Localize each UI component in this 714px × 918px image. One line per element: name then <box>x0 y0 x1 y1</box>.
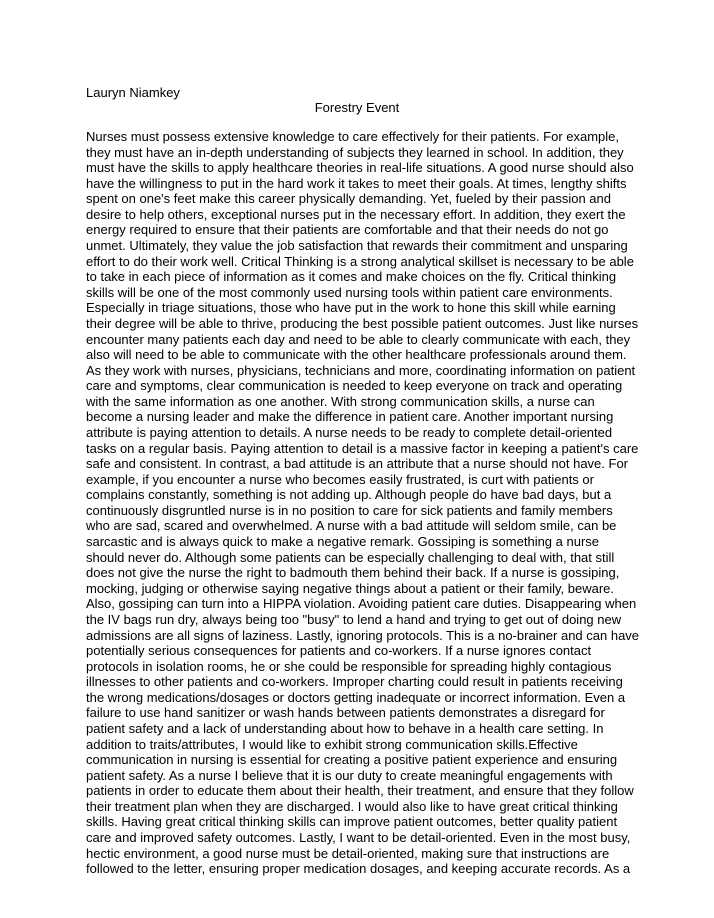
text-line: patients in order to educate them about their health, their treatment, and ensure that they follow <box>86 783 634 799</box>
text-line: Also, gossiping can turn into a HIPPA violation. Avoiding patient care duties. Disappearing when <box>86 596 637 612</box>
text-line: spent on one's feet make this career physically demanding. Yet, fueled by their passion and <box>86 191 611 207</box>
text-line: must have the skills to apply healthcare theories in real-life situations. A good nurse should also <box>86 160 634 176</box>
text-line: potentially serious consequences for patients and co-workers. If a nurse ignores contact <box>86 643 592 659</box>
text-line: also will need to be able to communicate with the other healthcare professionals around them. <box>86 347 627 363</box>
text-line: their degree will be able to thrive, producing the best possible patient outcomes. Just like nurses <box>86 315 639 331</box>
text-line: tasks on a regular basis. Paying attention to detail is a massive factor in keeping a patient's care <box>86 440 639 456</box>
text-line: Especially in triage situations, those who have put in the work to hone this skill while earning <box>86 300 616 316</box>
text-line: who are sad, scared and overwhelmed. A nurse with a bad attitude will seldom smile, can be <box>86 518 617 534</box>
text-line: communication in nursing is essential for creating a positive patient experience and ensuring <box>86 752 618 768</box>
text-line: their treatment plan when they are discharged. I would also like to have great critical thinking <box>86 798 618 814</box>
text-line: they must have an in-depth understanding of subjects they learned in school. In addition, they <box>86 144 624 160</box>
text-line: illnesses to other patients and co-workers. Improper charting could result in patients receiving <box>86 674 623 690</box>
text-line: effort to do their work well. Critical Thinking is a strong analytical skillset is necessary to be able <box>86 253 634 269</box>
text-line: with the same information as one another. With strong communication skills, a nurse can <box>86 393 595 409</box>
text-line: care and improved safety outcomes. Lastly, I want to be detail-oriented. Even in the most busy, <box>86 830 631 846</box>
text-line: sarcastic and is always quick to make a negative remark. Gossiping is something a nurse <box>86 534 600 550</box>
document-title <box>0 100 714 115</box>
author-name: Lauryn Niamkey <box>86 85 180 100</box>
text-line: failure to use hand sanitizer or wash hands between patients demonstrates a disregard for <box>86 705 605 721</box>
text-line: unmet. Ultimately, they value the job satisfaction that rewards their commitment and unsparing <box>86 238 628 254</box>
text-line: protocols in isolation rooms, he or she could be responsible for spreading highly contagious <box>86 658 612 674</box>
text-line: addition to traits/attributes, I would like to exhibit strong communication skills.Effective <box>86 736 578 752</box>
text-line: encounter many patients each day and need to be able to clearly communicate with each, they <box>86 331 631 347</box>
text-line: have the willingness to put in the hard work it takes to meet their goals. At times, lengthy shifts <box>86 175 627 191</box>
text-line: skills will be one of the most commonly used nursing tools within patient care environments. <box>86 284 613 300</box>
text-line: the wrong medications/dosages or doctors getting inadequate or incorrect information. Even a <box>86 689 626 705</box>
text-line: skills. Having great critical thinking skills can improve patient outcomes, better quality patient <box>86 814 618 830</box>
text-line: admissions are all signs of laziness. Lastly, ignoring protocols. This is a no-brainer and can have <box>86 627 640 643</box>
text-line: mocking, judging or otherwise saying negative things about a patient or their family, beware. <box>86 580 614 596</box>
text-line: attribute is paying attention to details. A nurse needs to be ready to complete detail-oriented <box>86 424 613 440</box>
text-line: followed to the letter, ensuring proper medication dosages, and keeping accurate records. As a <box>86 861 631 877</box>
document-title-text: Forestry Event <box>314 100 400 115</box>
text-line: care and symptoms, clear communication is needed to keep everyone on track and operating <box>86 378 623 394</box>
text-line: to take in each piece of information as it comes and make choices on the fly. Critical thinking <box>86 269 617 285</box>
text-line: should never do. Although some patients can be especially challenging to deal with, that still <box>86 549 615 565</box>
text-line: energy required to ensure that their patients are comfortable and that their needs do not go <box>86 222 609 238</box>
text-line: complains constantly, something is not adding up. Although people do have bad days, but a <box>86 487 612 503</box>
text-line: become a nursing leader and make the difference in patient care. Another important nursing <box>86 409 614 425</box>
text-line: Nurses must possess extensive knowledge to care effectively for their patients. For example, <box>86 129 620 144</box>
text-line: desire to help others, exceptional nurses put in the necessary effort. In addition, they exert the <box>86 206 626 222</box>
text-line: As they work with nurses, physicians, technicians and more, coordinating information on patient <box>86 362 636 378</box>
text-line: example, if you encounter a nurse who becomes easily frustrated, is curt with patients or <box>86 471 594 487</box>
text-line: hectic environment, a good nurse must be detail-oriented, making sure that instructions are <box>86 845 610 861</box>
text-line: patient safety and a lack of understanding about how to behave in a health care setting. In <box>86 720 604 736</box>
text-line: patient safety. As a nurse I believe that it is our duty to create meaningful engagements with <box>86 767 613 783</box>
text-line: the IV bags run dry, always being too "busy" to lend a hand and trying to get out of doing new <box>86 611 622 627</box>
text-line: does not give the nurse the right to badmouth them behind their back. If a nurse is gossiping, <box>86 565 620 581</box>
text-line: continuously disgruntled nurse is in no position to care for sick patients and family members <box>86 502 613 518</box>
text-line: safe and consistent. In contrast, a bad attitude is an attribute that a nurse should not have. For <box>86 456 629 472</box>
body-paragraph <box>86 129 646 877</box>
